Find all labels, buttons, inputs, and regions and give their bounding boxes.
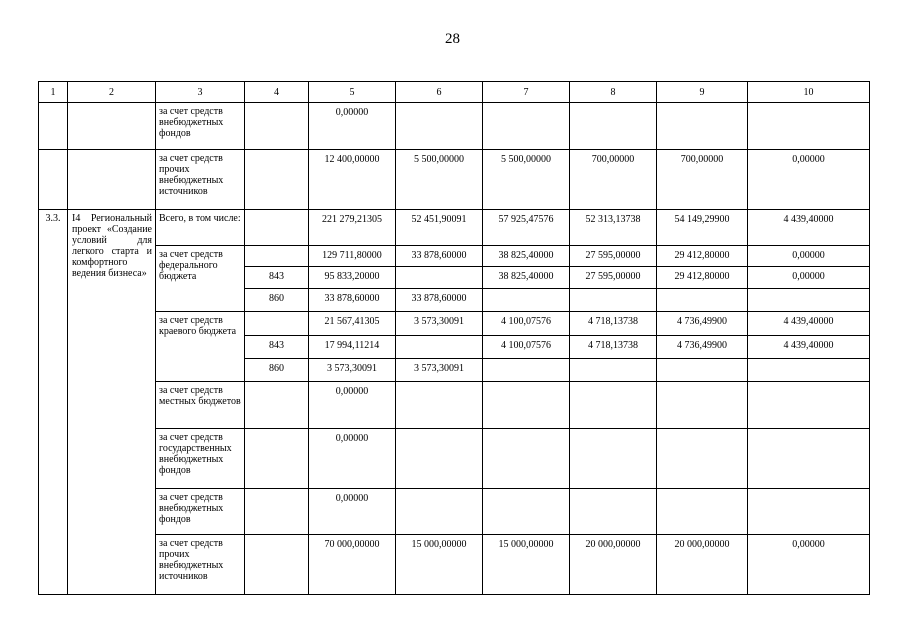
value-cell: [657, 359, 748, 382]
table-row: [39, 103, 870, 150]
value-cell: [396, 103, 483, 150]
value-cell: 4 736,49900: [657, 312, 748, 336]
code-cell: [245, 489, 309, 535]
value-cell: [396, 336, 483, 359]
column-header: 10: [748, 82, 870, 103]
value-cell: 27 595,00000: [570, 267, 657, 289]
value-cell: [748, 382, 870, 429]
page-number: 28: [445, 31, 460, 47]
value-cell: [483, 429, 570, 489]
source-cell: за счет средств местных бюджетов: [156, 382, 245, 429]
value-cell: 38 825,40000: [483, 246, 570, 267]
code-cell: [245, 150, 309, 210]
value-cell: [748, 359, 870, 382]
value-cell: 20 000,00000: [570, 535, 657, 595]
value-cell: 0,00000: [309, 382, 396, 429]
value-cell: 33 878,60000: [309, 289, 396, 312]
project-index: 3.3.: [39, 210, 68, 595]
value-cell: 4 439,40000: [748, 336, 870, 359]
value-cell: 0,00000: [309, 103, 396, 150]
value-cell: [396, 267, 483, 289]
value-cell: [570, 382, 657, 429]
value-cell: 29 412,80000: [657, 267, 748, 289]
value-cell: 0,00000: [309, 489, 396, 535]
budget-table: [38, 81, 870, 595]
table-row: [39, 246, 870, 267]
table-row: [39, 535, 870, 595]
value-cell: 4 718,13738: [570, 336, 657, 359]
value-cell: 700,00000: [657, 150, 748, 210]
source-cell: за счет средств государственных внебюджетных фондов: [156, 429, 245, 489]
value-cell: 4 439,40000: [748, 312, 870, 336]
value-cell: [570, 359, 657, 382]
value-cell: [748, 489, 870, 535]
source-cell: за счет средств федерального бюджета: [156, 246, 245, 312]
table-row: [39, 382, 870, 429]
value-cell: 129 711,80000: [309, 246, 396, 267]
value-cell: 15 000,00000: [396, 535, 483, 595]
name-cell: [68, 103, 156, 150]
value-cell: 0,00000: [748, 246, 870, 267]
value-cell: 3 573,30091: [396, 312, 483, 336]
code-cell: 860: [245, 359, 309, 382]
source-cell: за счет средств прочих внебюджетных источников: [156, 150, 245, 210]
value-cell: 0,00000: [309, 429, 396, 489]
value-cell: [570, 103, 657, 150]
value-cell: 20 000,00000: [657, 535, 748, 595]
value-cell: 33 878,60000: [396, 246, 483, 267]
column-header: 9: [657, 82, 748, 103]
value-cell: [570, 289, 657, 312]
value-cell: [570, 429, 657, 489]
column-header: 4: [245, 82, 309, 103]
value-cell: 3 573,30091: [309, 359, 396, 382]
value-cell: [396, 382, 483, 429]
value-cell: 57 925,47576: [483, 210, 570, 246]
source-cell: за счет средств внебюджетных фондов: [156, 103, 245, 150]
value-cell: 4 736,49900: [657, 336, 748, 359]
value-cell: [657, 429, 748, 489]
value-cell: [483, 489, 570, 535]
value-cell: 33 878,60000: [396, 289, 483, 312]
value-cell: 4 100,07576: [483, 312, 570, 336]
value-cell: 3 573,30091: [396, 359, 483, 382]
column-header: 2: [68, 82, 156, 103]
value-cell: 15 000,00000: [483, 535, 570, 595]
value-cell: [483, 289, 570, 312]
column-header: 3: [156, 82, 245, 103]
value-cell: 29 412,80000: [657, 246, 748, 267]
value-cell: [748, 103, 870, 150]
table-row: [39, 429, 870, 489]
code-cell: [245, 246, 309, 267]
table-row: [39, 312, 870, 336]
source-cell: за счет средств прочих внебюджетных источников: [156, 535, 245, 595]
code-cell: 843: [245, 267, 309, 289]
value-cell: 700,00000: [570, 150, 657, 210]
value-cell: 38 825,40000: [483, 267, 570, 289]
table-row: [39, 489, 870, 535]
code-cell: 843: [245, 336, 309, 359]
value-cell: [396, 489, 483, 535]
value-cell: [748, 429, 870, 489]
value-cell: 0,00000: [748, 150, 870, 210]
value-cell: 4 718,13738: [570, 312, 657, 336]
value-cell: [570, 489, 657, 535]
table-row: [39, 210, 870, 246]
value-cell: [748, 289, 870, 312]
value-cell: 52 451,90091: [396, 210, 483, 246]
code-cell: 860: [245, 289, 309, 312]
value-cell: 0,00000: [748, 267, 870, 289]
value-cell: 221 279,21305: [309, 210, 396, 246]
value-cell: 17 994,11214: [309, 336, 396, 359]
index-cell: [39, 150, 68, 210]
code-cell: [245, 429, 309, 489]
value-cell: [657, 103, 748, 150]
value-cell: [396, 429, 483, 489]
code-cell: [245, 535, 309, 595]
code-cell: [245, 382, 309, 429]
source-cell: за счет средств краевого бюджета: [156, 312, 245, 382]
table-row: [39, 150, 870, 210]
source-cell: за счет средств внебюджетных фондов: [156, 489, 245, 535]
index-cell: [39, 103, 68, 150]
code-cell: [245, 210, 309, 246]
value-cell: [483, 382, 570, 429]
value-cell: 95 833,20000: [309, 267, 396, 289]
value-cell: [657, 289, 748, 312]
value-cell: 70 000,00000: [309, 535, 396, 595]
value-cell: 52 313,13738: [570, 210, 657, 246]
code-cell: [245, 312, 309, 336]
value-cell: [483, 103, 570, 150]
value-cell: 5 500,00000: [396, 150, 483, 210]
value-cell: [657, 382, 748, 429]
column-header: 8: [570, 82, 657, 103]
column-header: 5: [309, 82, 396, 103]
source-cell: Всего, в том числе:: [156, 210, 245, 246]
column-header: 7: [483, 82, 570, 103]
value-cell: 54 149,29900: [657, 210, 748, 246]
column-header: 1: [39, 82, 68, 103]
value-cell: 12 400,00000: [309, 150, 396, 210]
value-cell: 21 567,41305: [309, 312, 396, 336]
header-row: [39, 82, 870, 103]
project-name: I4 Региональный проект «Создание условий для легкого старта и комфортного ведения бизнеса»: [68, 210, 156, 595]
value-cell: [483, 359, 570, 382]
value-cell: 5 500,00000: [483, 150, 570, 210]
value-cell: 4 100,07576: [483, 336, 570, 359]
value-cell: 4 439,40000: [748, 210, 870, 246]
column-header: 6: [396, 82, 483, 103]
value-cell: [657, 489, 748, 535]
value-cell: 0,00000: [748, 535, 870, 595]
name-cell: [68, 150, 156, 210]
value-cell: 27 595,00000: [570, 246, 657, 267]
code-cell: [245, 103, 309, 150]
